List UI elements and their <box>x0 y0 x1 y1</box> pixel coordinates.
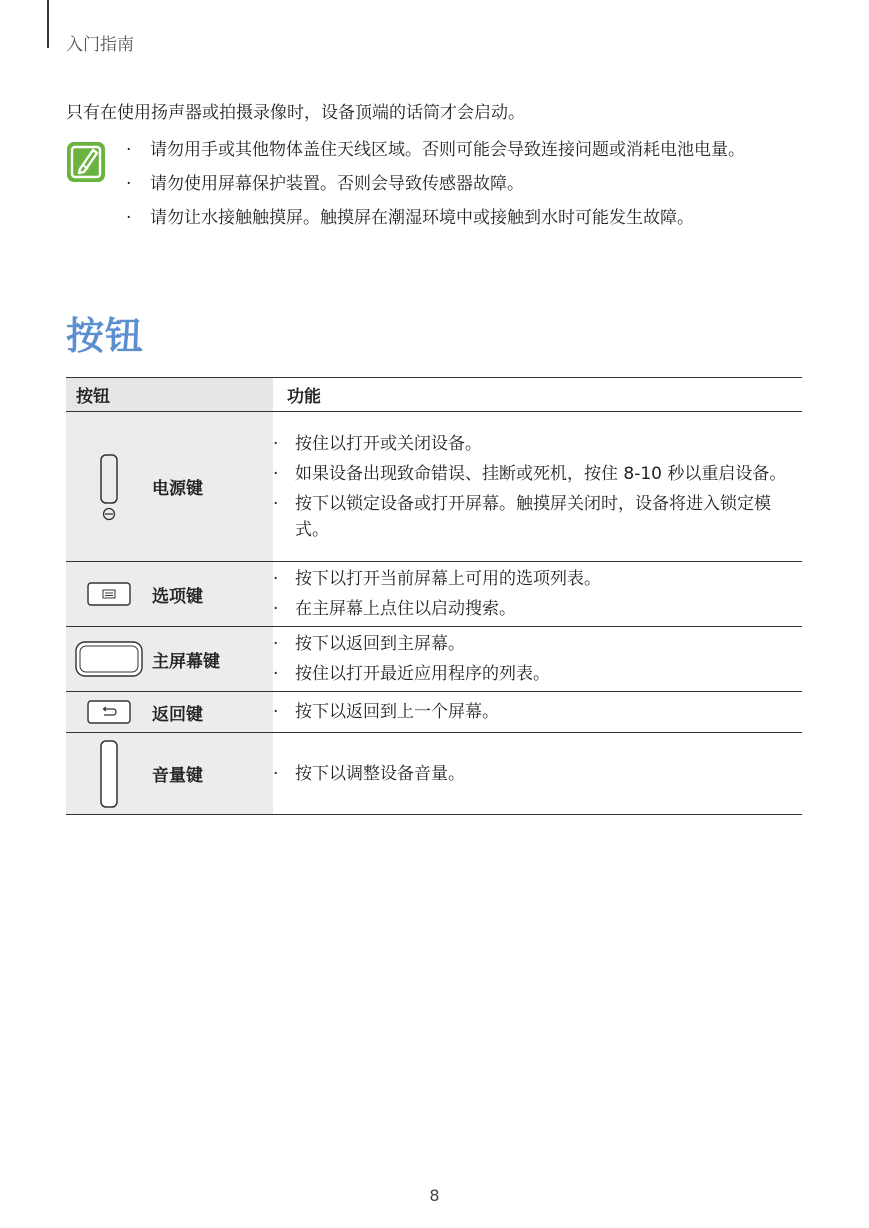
note-item: · 请勿让水接触触摸屏。触摸屏在潮湿环境中或接触到水时可能发生故障。 <box>126 208 694 228</box>
intro-text: 只有在使用扬声器或拍摄录像时，设备顶端的话筒才会启动。 <box>66 103 525 123</box>
note-item: · 请勿使用屏幕保护装置。否则会导致传感器故障。 <box>126 174 524 194</box>
header-button: 按钮 <box>66 378 273 412</box>
key-name: 选项键 <box>152 586 203 607</box>
table-row <box>66 692 802 733</box>
button-cell <box>66 627 273 692</box>
note-list <box>126 137 816 239</box>
list-item: · 按下以锁定设备或打开屏幕。触摸屏关闭时，设备将进入锁定模式。 <box>273 493 771 540</box>
running-header: 入门指南 <box>66 35 134 55</box>
header-function: 功能 <box>273 378 802 412</box>
function-cell <box>273 692 802 733</box>
table-row <box>66 733 802 815</box>
header-rule <box>47 0 49 48</box>
table-row <box>66 627 802 692</box>
list-item: · 按下以打开当前屏幕上可用的选项列表。 <box>273 569 601 589</box>
key-name: 音量键 <box>152 766 203 786</box>
function-cell <box>273 412 802 562</box>
volume-key-icon <box>97 739 121 809</box>
function-cell <box>273 562 802 627</box>
back-key-icon <box>87 700 131 724</box>
table-row <box>66 412 802 562</box>
table-row <box>66 562 802 627</box>
button-cell <box>66 733 273 815</box>
list-item: · 如果设备出现致命错误、挂断或死机，按住 8-10 秒以重启设备。 <box>273 463 787 484</box>
list-item: · 按住以打开或关闭设备。 <box>273 433 482 454</box>
function-cell <box>273 627 802 692</box>
button-cell <box>66 692 273 733</box>
page-number: 8 <box>429 1186 440 1205</box>
menu-key-icon <box>87 582 131 606</box>
note-pencil-icon <box>66 141 106 183</box>
section-title: 按钮 <box>66 314 145 358</box>
home-key-icon <box>75 641 143 677</box>
function-cell <box>273 733 802 815</box>
list-item: · 按下以返回到主屏幕。 <box>273 634 465 654</box>
key-name: 主屏幕键 <box>152 651 220 672</box>
power-key-icon <box>94 451 124 523</box>
key-name: 返回键 <box>152 704 203 725</box>
list-item: · 按住以打开最近应用程序的列表。 <box>273 664 550 684</box>
button-function-table <box>66 377 802 815</box>
key-name: 电源键 <box>152 479 203 499</box>
note-item: · 请勿用手或其他物体盖住天线区域。否则可能会导致连接问题或消耗电池电量。 <box>126 140 745 160</box>
list-item: · 按下以返回到上一个屏幕。 <box>273 702 499 722</box>
list-item: · 按下以调整设备音量。 <box>273 763 465 784</box>
list-item: · 在主屏幕上点住以启动搜索。 <box>273 599 516 619</box>
button-cell <box>66 412 273 562</box>
button-cell <box>66 562 273 627</box>
